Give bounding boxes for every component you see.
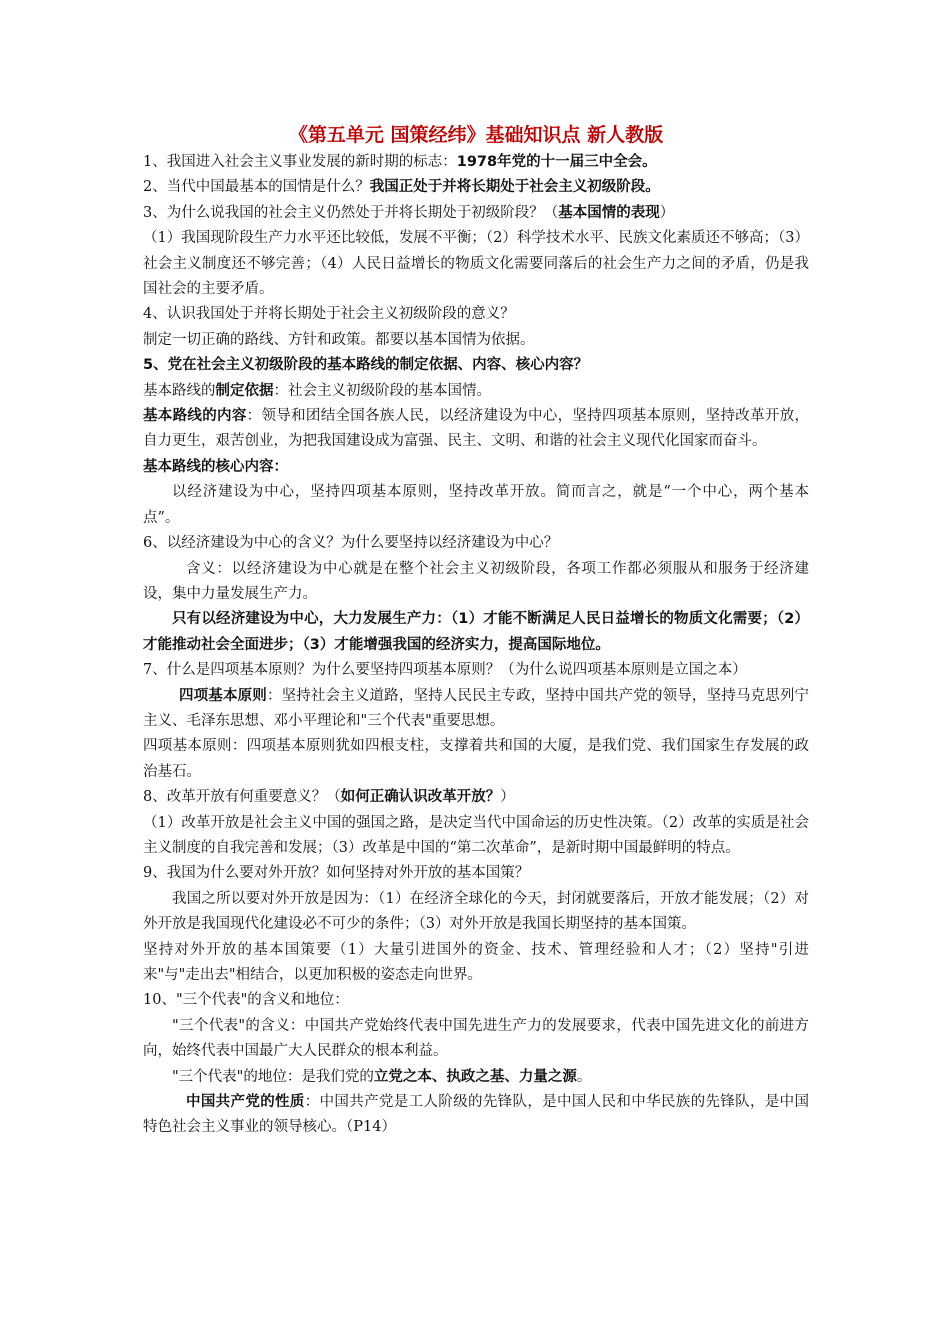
document-title: 《第五单元 国策经纬》基础知识点 新人教版 (288, 124, 664, 146)
item-10-party-label: 中国共产党的性质 (186, 1094, 305, 1111)
item-5-basis-label: 制定依据 (215, 382, 274, 399)
item-5-content (143, 404, 809, 455)
item-7-definition (143, 684, 809, 735)
item-10-party-text: ：中国共产党是工人阶级的先锋队，是中国人民和中华民族的先锋队，是中国特色社会主义事业的领导核心。（P14） (143, 1094, 809, 1136)
item-5-core-text: 以经济建设为中心，坚持四项基本原则，坚持改革开放。简而言之，就是“一个中心，两个基本点”。 (143, 484, 809, 526)
item-5-content-text: ：领导和团结全国各族人民，以经济建设为中心，坚持四项基本原则，坚持改革开放，自力更生，艰苦创业，为把我国建设成为富强、民主、文明、和谐的社会主义现代化国家而奋斗。 (143, 408, 810, 450)
item-10-party (143, 1090, 809, 1141)
item-3-answer: （1）我国现阶段生产力水平还比较低，发展不平衡；（2）科学技术水平、民族文化素质还不够高；（3）社会主义制度还不够完善；（4）人民日益增长的物质文化需要同落后的社会生产力之间的矛盾，仍是我国社会的主要矛盾。 (143, 230, 809, 298)
item-6-reason: 只有以经济建设为中心，大力发展生产力：（1）才能不断满足人民日益增长的物质文化需要；（2）才能推动社会全面进步；（3）才能增强我国的经济实力，提高国际地位。 (143, 611, 809, 653)
item-5: 5、党在社会主义初级阶段的基本路线的制定依据、内容、核心内容？ (143, 357, 589, 374)
item-8-question: 8、改革开放有何重要意义？（ (143, 789, 341, 806)
item-2 (143, 175, 809, 200)
item-10-status-end: 。 (576, 1068, 592, 1085)
item-8-answer: （1）改革开放是社会主义中国的强国之路，是决定当代中国命运的历史性决策。（2）改革的实质是社会主义制度的自我完善和发展；（3）改革是中国的“第二次革命”，是新时期中国最鲜明的特点。 (143, 814, 809, 856)
item-3 (143, 201, 809, 226)
item-2-answer: 我国正处于并将长期处于社会主义初级阶段。 (369, 179, 660, 196)
item-10-meaning: "三个代表"的含义：中国共产党始终代表中国先进生产力的发展要求，代表中国先进文化的前进方向，始终代表中国最广大人民群众的根本利益。 (143, 1017, 809, 1060)
item-7-definition-text: ：坚持社会主义道路，坚持人民民主专政，坚持中国共产党的领导，坚持马克思列宁主义、毛泽东思想、邓小平理论和"三个代表"重要思想。 (143, 687, 810, 729)
document-body (143, 120, 809, 1141)
item-7-definition-label: 四项基本原则 (179, 687, 267, 704)
item-8 (143, 785, 809, 810)
item-4-answer: 制定一切正确的路线、方针和政策。都要以基本国情为依据。 (143, 331, 535, 348)
item-10-status-answer: 立党之本、执政之基、力量之源 (373, 1068, 577, 1085)
item-9-reason: 我国之所以要对外开放是因为：（1）在经济全球化的今天，封闭就要落后，开放才能发展；（2）对外开放是我国现代化建设必不可少的条件；（3）对外开放是我国长期坚持的基本国策。 (143, 890, 809, 933)
item-3-note: 基本国情的表现 (558, 204, 660, 221)
item-6-meaning: 含义：以经济建设为中心就是在整个社会主义初级阶段，各项工作都必须服从和服务于经济建设，集中力量发展生产力。 (143, 560, 809, 602)
item-9: 9、我国为什么要对外开放？如何坚持对外开放的基本国策？ (143, 865, 530, 882)
item-9-how: 坚持对外开放的基本国策要（1）大量引进国外的资金、技术、管理经验和人才；（2）坚持"引进来"与"走出去"相结合，以更加积极的姿态走向世界。 (143, 941, 809, 983)
item-3-question: 3、为什么说我国的社会主义仍然处于并将长期处于初级阶段？（ (143, 204, 559, 221)
item-10-status (143, 1065, 809, 1090)
item-1-question: 1、我国进入社会主义事业发展的新时期的标志： (143, 154, 457, 170)
item-5-basis-text: ：社会主义初级阶段的基本国情。 (273, 382, 491, 399)
item-10: 10、"三个代表"的含义和地位： (143, 992, 349, 1009)
item-5-basis (143, 379, 809, 404)
item-1 (143, 150, 809, 175)
item-7: 7、什么是四项基本原则？为什么要坚持四项基本原则？（为什么说四项基本原则是立国之本） (143, 662, 747, 679)
item-2-question: 2、当代中国最基本的国情是什么？ (143, 179, 370, 196)
item-5-core-label: 基本路线的核心内容： (143, 458, 288, 475)
item-6: 6、以经济建设为中心的含义？为什么要坚持以经济建设为中心？ (143, 535, 559, 552)
item-8-close: ） (500, 789, 515, 806)
item-7-role: 四项基本原则：四项基本原则犹如四根支柱，支撑着共和国的大厦，是我们党、我们国家生存发展的政治基石。 (143, 738, 809, 780)
item-3-close: ） (659, 204, 675, 221)
item-1-answer: 1978年党的十一届三中全会。 (456, 154, 657, 170)
item-10-status-prefix: "三个代表"的地位：是我们党的 (172, 1068, 374, 1085)
item-4: 4、认识我国处于并将长期处于社会主义初级阶段的意义？ (143, 306, 515, 323)
item-5-content-label: 基本路线的内容 (143, 408, 247, 425)
item-8-note: 如何正确认识改革开放？ (340, 789, 501, 806)
item-5-basis-prefix: 基本路线的 (143, 382, 216, 399)
